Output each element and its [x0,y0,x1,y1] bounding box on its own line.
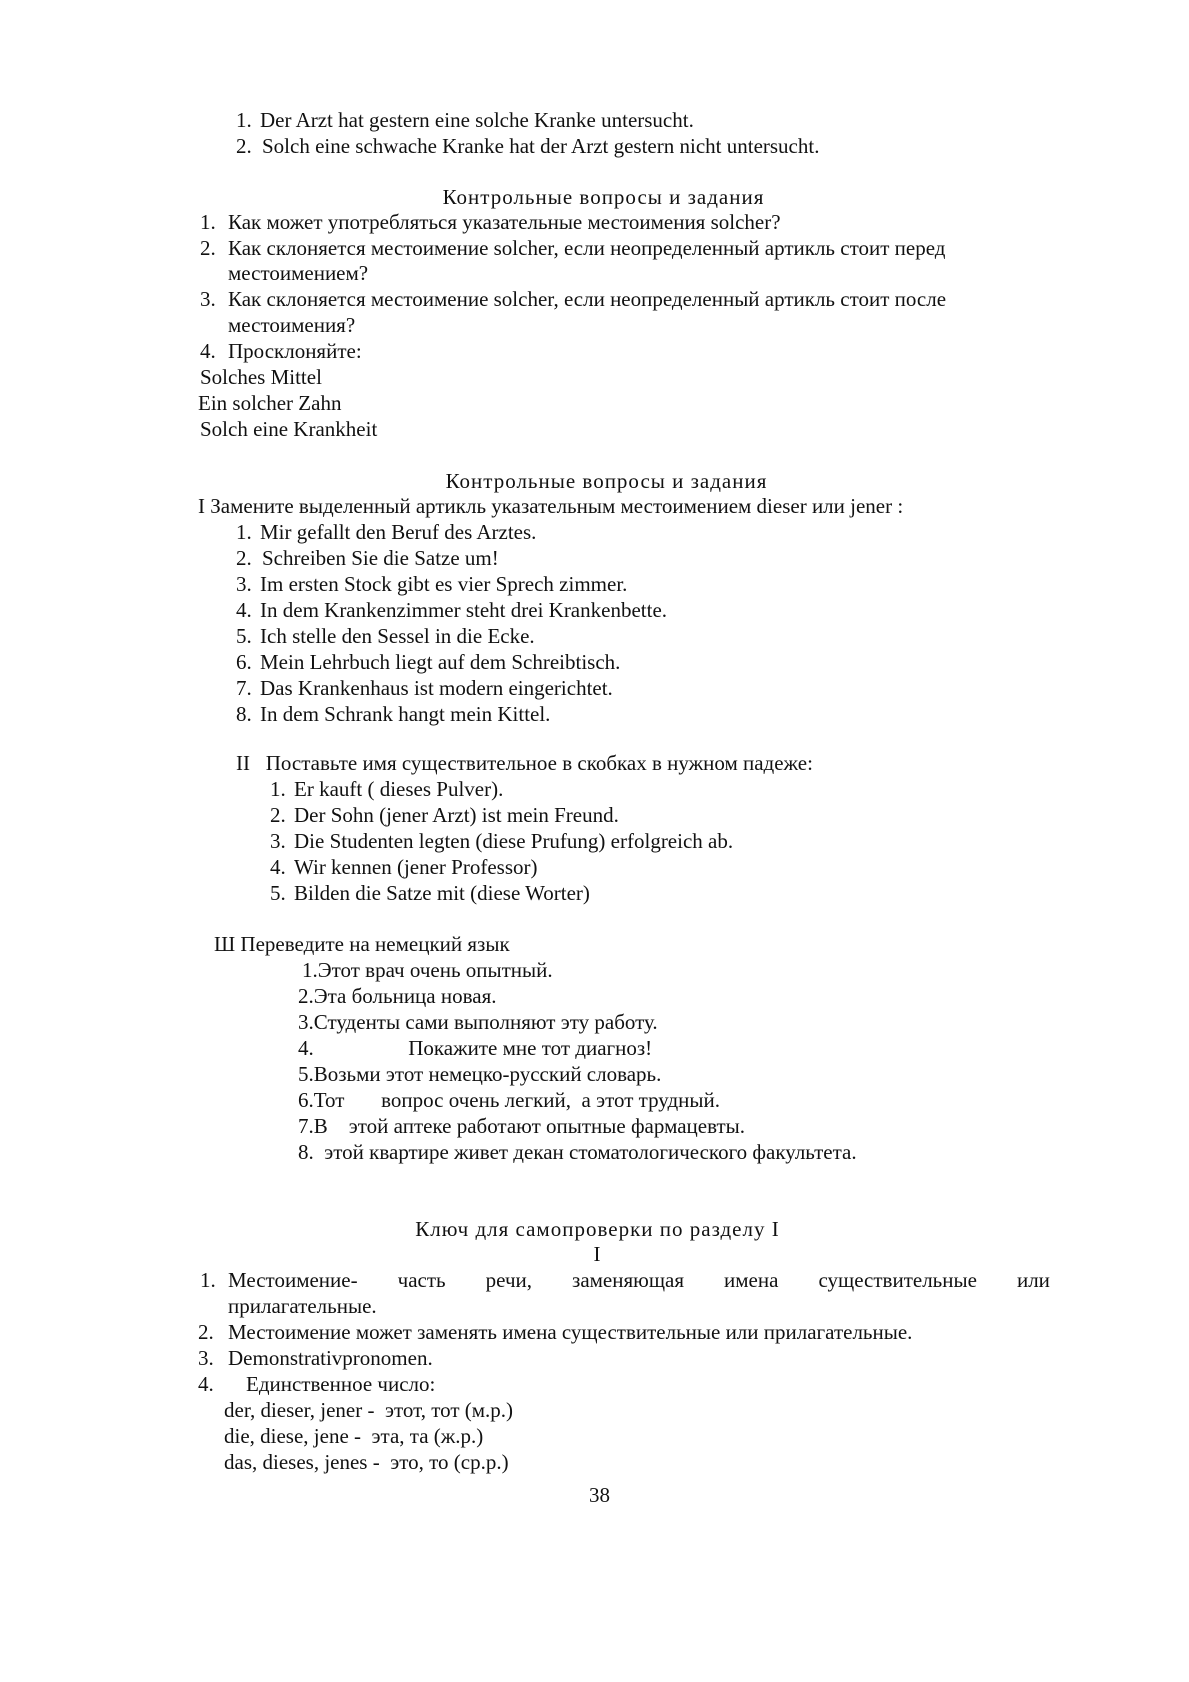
item-text: Er kauft ( dieses Pulver). [294,777,504,801]
item-number: 4. [198,1372,214,1396]
exercise-item [270,776,503,802]
key-item [198,1345,433,1371]
item-text-continuation: местоимением? [228,261,369,285]
task-title: II Поставьте имя существительное в скобках в нужном падеже: [236,751,813,775]
exercise-item [270,802,619,828]
item-text: Solch eine schwache Kranke hat der Arzt gestern nicht untersucht. [262,134,820,158]
exercise-item [270,854,537,880]
item-number: 2. [270,803,286,827]
item-number: 4. [236,598,252,622]
item-number: 4. [270,855,286,879]
word: Местоимение- [228,1268,358,1292]
item-number: 1. [236,520,252,544]
translation-item: 6.Тот вопрос очень легкий, а этот трудный. [298,1088,720,1112]
item-number: 1. [236,108,252,132]
exercise-item [236,597,667,623]
item-text: Der Sohn (jener Arzt) ist mein Freund. [294,803,619,827]
declension-phrase: Solch eine Krankheit [200,417,378,441]
item-text: Schreiben Sie die Satze um! [262,546,499,570]
item-text: Как может употребляться указательные местоимения solcher? [228,210,781,234]
pronoun-form: die, diese, jene - эта, та (ж.р.) [224,1424,484,1448]
exercise-item [236,545,499,571]
question-item [200,338,362,364]
page-number: 38 [589,1483,610,1507]
key-item [198,1371,435,1397]
item-number: 1. [200,210,216,234]
item-text: Im ersten Stock gibt es vier Sprech zimmer. [260,572,628,596]
item-number: 4. [200,339,216,363]
item-number: 1. [270,777,286,801]
translation-item: 7.В этой аптеке работают опытные фармацевты. [298,1114,746,1138]
pronoun-form: das, dieses, jenes - это, то (ср.р.) [224,1450,509,1474]
item-number: 2. [200,236,216,260]
item-text: Как склоняется местоимение solcher, если неопределенный артикль стоит перед [228,236,946,260]
exercise-item [236,675,613,701]
key-item [198,1319,912,1345]
item-text: Das Krankenhaus ist modern eingerichtet. [260,676,613,700]
word: часть [397,1268,446,1292]
question-item [200,235,945,261]
item-text: Bilden die Satze mit (diese Worter) [294,881,590,905]
word: существительные [818,1268,977,1292]
item-number: 6. [236,650,252,674]
item-text: Единственное число: [246,1372,436,1396]
section-heading: Контрольные вопросы и задания [442,185,765,209]
item-text: Die Studenten legten (diese Prufung) erfolgreich ab. [294,829,734,853]
translation-item: 3.Студенты сами выполняют эту работу. [298,1010,658,1034]
item-text: Местоимение может заменять имена существительные или прилагательные. [228,1320,913,1344]
item-number: 3. [236,572,252,596]
item-number: 3. [198,1346,214,1370]
question-item [200,209,781,235]
key-item-number: 1. [200,1268,216,1292]
item-text: In dem Krankenzimmer steht drei Krankenbette. [260,598,668,622]
exercise-item [270,880,590,906]
translation-item: 8. этой квартире живет декан стоматологического факультета. [298,1140,857,1164]
word: имена [724,1268,779,1292]
word: речи, [485,1268,532,1292]
item-text: Ich stelle den Sessel in die Ecke. [260,624,535,648]
item-text: Mir gefallt den Beruf des Arztes. [260,520,537,544]
item-number: 3. [200,287,216,311]
pronoun-form: der, dieser, jener - этот, тот (м.р.) [224,1398,514,1422]
translation-item: 2.Эта больница новая. [298,984,497,1008]
item-number: 2. [236,546,252,570]
item-text-continuation: прилагательные. [228,1294,377,1318]
top-list-item [236,133,819,159]
task-title: Ш Переведите на немецкий язык [214,932,510,956]
exercise-item [270,828,733,854]
top-list-item [236,107,694,133]
item-number: 7. [236,676,252,700]
translation-item: 5.Возьми этот немецко-русский словарь. [298,1062,662,1086]
item-number: 2. [236,134,252,158]
translation-item: 4. Покажите мне тот диагноз! [298,1036,653,1060]
exercise-item [236,649,620,675]
exercise-item [236,623,535,649]
item-text: Просклоняйте: [228,339,362,363]
word: заменяющая [572,1268,684,1292]
question-item [200,286,946,312]
exercise-item [236,701,550,727]
item-text: In dem Schrank hangt mein Kittel. [260,702,551,726]
declension-phrase: Ein solcher Zahn [198,391,342,415]
item-text: Mein Lehrbuch liegt auf dem Schreibtisch. [260,650,621,674]
task-title: I Замените выделенный артикль указательным местоимением dieser или jener : [198,494,904,518]
item-text: Как склоняется местоимение solcher, если неопределенный артикль стоит после [228,287,947,311]
item-text: Der Arzt hat gestern eine solche Kranke untersucht. [260,108,694,132]
exercise-item [236,571,627,597]
item-text: Demonstrativpronomen. [228,1346,433,1370]
key-item-justified-line [228,1267,1050,1293]
item-number: 5. [236,624,252,648]
key-subheading: I [593,1242,602,1266]
section-heading: Контрольные вопросы и задания [445,469,768,493]
item-number: 8. [236,702,252,726]
item-number: 2. [198,1320,214,1344]
exercise-item [236,519,536,545]
declension-phrase: Solches Mittel [200,365,322,389]
item-number: 5. [270,881,286,905]
translation-item: 1.Этот врач очень опытный. [302,958,553,982]
item-number: 3. [270,829,286,853]
word: или [1016,1268,1050,1292]
item-text: Wir kennen (jener Professor) [294,855,538,879]
item-text-continuation: местоимения? [228,313,356,337]
key-heading: Ключ для самопроверки по разделу I [415,1217,780,1241]
